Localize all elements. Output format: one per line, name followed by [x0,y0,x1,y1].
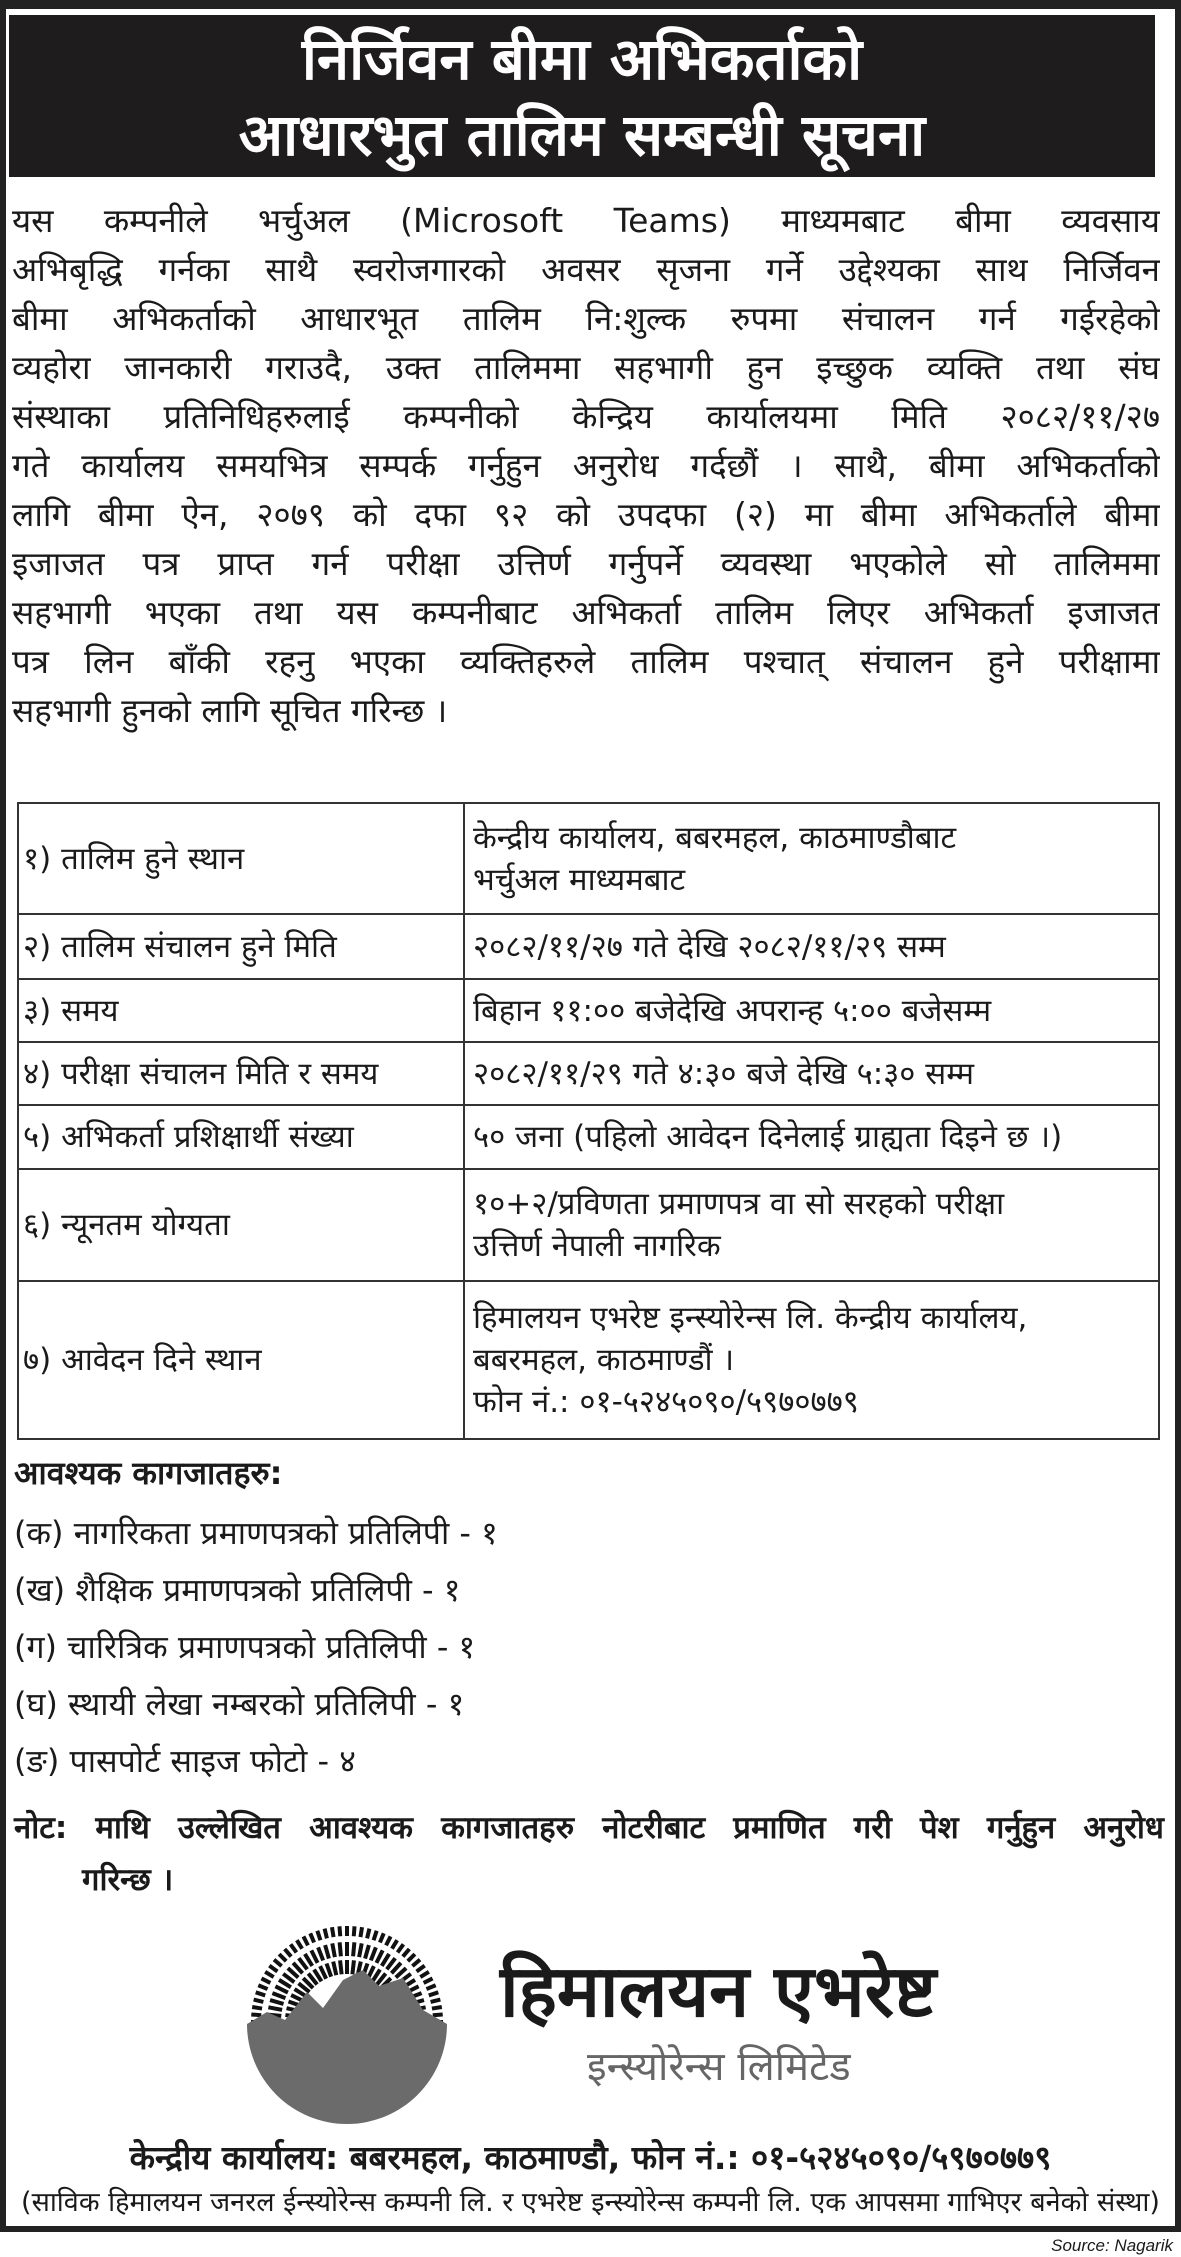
sun-ray [360,1927,362,1937]
required-documents [14,1450,498,1790]
value-line: १०+२/प्रविणता प्रमाणपत्र वा सो सरहको परीक्षा [473,1186,1005,1222]
value-line: भर्चुअल माध्यमबाट [473,861,686,898]
sun-ray [353,1942,354,1956]
sun-ray [256,1992,266,1995]
sun-ray [424,1978,433,1983]
row-value [464,803,1159,914]
sun-ray [367,1929,369,1939]
document-item: (ख) शैक्षिक प्रमाणपत्रको प्रतिलिपी - १ [14,1571,461,1609]
sun-ray [376,1950,382,1963]
sun-ray [254,2000,264,2002]
table-row [18,979,1159,1042]
body-line: अभिबृद्धि गर्नका साथै स्वरोजगारको अवसर सृजना गर्ने उद्देश्यका साथ निर्जिवन [12,250,1160,289]
body-line: व्यहोरा जानकारी गराउदै, उक्त तालिममा सहभागी हुन इच्छुक व्यक्ति तथा संघ [12,348,1160,387]
row-label: २) तालिम संचालन हुने मिति [18,914,464,979]
sun-ray [392,1940,397,1949]
body-line: यस कम्पनीले भर्चुअल (Microsoft Teams) माध्यमबाट बीमा व्यवसाय [12,201,1160,240]
row-label: १) तालिम हुने स्थान [18,803,464,914]
company-logo-icon [245,1920,449,2124]
sun-ray [279,1954,286,1961]
sun-ray [429,1992,439,1995]
title-line-2: आधारभुत तालिम सम्बन्धी सूचना [238,101,926,169]
row-value: बिहान ११:०० बजेदेखि अपरान्ह ५:०० बजेसम्म [464,979,1159,1042]
company-name: हिमालयन एभरेष्ट [500,1949,937,2033]
sun-ray [359,1943,362,1957]
sun-ray [320,1966,326,1979]
sun-ray [261,1978,270,1983]
source-credit: Source: Nagarik [1051,2236,1173,2255]
note-line-2: गरिन्छ । [82,1862,174,1898]
sun-ray [408,1954,415,1961]
sun-ray [269,1966,277,1972]
title-line-1: निर्जिवन बीमा अभिकर्ताको [301,25,863,93]
company-former-note: (साविक हिमालयन जनरल ईन्स्योरेन्स कम्पनी लि. र एभरेष्ट इन्स्योरेन्स कम्पनी लि. एक आपसमा गाभिएर बनेको संस्था) [21,2187,1160,2218]
table-row [18,803,1159,914]
sun-ray [354,1926,355,1936]
table-row [18,1042,1159,1105]
row-value [464,1281,1159,1439]
documents-heading: आवश्यक कागजातहरु: [14,1454,283,1492]
sun-ray [431,2000,441,2002]
table-row [18,1169,1159,1281]
sun-ray [318,1947,323,1960]
sun-ray [311,1950,317,1963]
sun-ray [305,1954,312,1966]
row-value: २०८२/११/२९ गते ४:३० बजे देखि ५:३० सम्म [464,1042,1159,1105]
table-row [18,914,1159,979]
row-value [464,1169,1159,1281]
sun-ray [340,1960,342,1974]
sun-ray [403,1949,409,1957]
body-line: गते कार्यालय समयभित्र सम्पर्क गर्नुहुन अनुरोध गर्दछौं । साथै, बीमा अभिकर्ताको [12,446,1160,485]
sun-ray [332,1943,335,1957]
sun-ray [340,1942,341,1956]
body-line: सहभागी हुनको लागि सूचित गरिन्छ । [12,691,448,730]
document-item: (घ) स्थायी लेखा नम्बरको प्रतिलिपी - १ [14,1685,465,1723]
sun-ray [432,2007,442,2009]
body-line: सहभागी भएका तथा यस कम्पनीबाट अभिकर्ता तालिम लिएर अभिकर्ता इजाजत [12,593,1160,632]
row-label: ४) परीक्षा संचालन मिति र समय [18,1042,464,1105]
sun-ray [382,1954,389,1966]
sun-ray [332,1927,334,1937]
body-line: बीमा अभिकर्ताको आधारभूत तालिम नि:शुल्क रुपमा संचालन गर्न गईरहेको [12,299,1160,338]
note-line-1: नोट: माथि उल्लेखित आवश्यक कागजातहरु नोटरीबाट प्रमाणित गरी पेश गर्नुहुन अनुरोध [14,1810,1164,1846]
company-subname: इन्स्योरेन्स लिमिटेड [587,2044,851,2090]
value-line: बबरमहल, काठमाण्डौं । [473,1342,735,1378]
document-item: (ग) चारित्रिक प्रमाणपत्रको प्रतिलिपी - १ [14,1628,476,1666]
sun-ray [275,1986,288,1992]
sun-ray [317,1931,320,1941]
sun-ray [258,1985,267,1989]
sun-ray [412,1960,420,1966]
row-label: ७) आवेदन दिने स्थान [18,1281,464,1439]
sun-ray [365,1945,369,1958]
sun-ray [426,1985,435,1989]
row-label: ३) समय [18,979,464,1042]
value-line: फोन नं.: ०१-५२४५०९०/५९७०७७९ [473,1384,859,1420]
body-line: संस्थाका प्रतिनिधिहरुलाई कम्पनीको केन्द्रिय कार्यालयमा मिति २०८२/११/२७ [12,397,1160,436]
sun-ray [303,1936,308,1945]
sun-ray [380,1933,384,1942]
body-line: लागि बीमा ऐन, २०७९ को दफा ९२ को उपदफा (२) मा बीमा अभिकर्ताले बीमा [12,495,1160,534]
sun-ray [272,1993,285,1998]
note [14,1802,1164,1906]
value-line: केन्द्रीय कार्यालय, बबरमहल, काठमाण्डौबाट [473,819,957,856]
sun-ray [252,2007,262,2009]
sun-ray [279,1980,291,1987]
sun-ray [297,1940,302,1949]
sun-ray [339,1926,340,1936]
sun-ray [433,2014,443,2015]
sun-ray [417,1966,425,1972]
sun-ray [265,1972,274,1977]
sun-ray [268,2007,282,2010]
row-value: ५० जना (पहिलो आवेदन दिनेलाई ग्राह्यता दिइने छ ।) [464,1105,1159,1169]
sun-ray [371,1947,376,1960]
row-value: २०८२/११/२७ गते देखि २०८२/११/२९ सम्म [464,914,1159,979]
document-item: (क) नागरिकता प्रमाणपत्रको प्रतिलिपी - १ [14,1514,498,1552]
sun-ray [333,1962,336,1976]
sun-ray [291,1944,297,1952]
notice-body [12,196,1160,735]
body-line: पत्र लिन बाँकी रहनु भएका व्यक्तिहरुले तालिम पश्चात् संचालन हुने परीक्षामा [12,642,1160,681]
body-line: इजाजत पत्र प्राप्त गर्न परीक्षा उत्तिर्ण गर्नुपर्ने व्यवस्था भएकोले सो तालिममा [12,544,1160,583]
sun-ray [374,1931,377,1941]
sun-ray [325,1945,329,1958]
value-line: उत्तिर्ण नेपाली नागरिक [473,1228,721,1264]
sun-ray [386,1936,391,1945]
row-label: ६) न्यूनतम योग्यता [18,1169,464,1281]
sun-ray [285,1949,291,1957]
notice-title [9,15,1155,177]
sun-ray [274,1960,282,1966]
value-line: हिमालयन एभरेष्ट इन्स्योरेन्स लि. केन्द्रीय कार्यालय, [473,1300,1028,1336]
document-item: (ङ) पासपोर्ट साइज फोटो - ४ [14,1742,356,1780]
table-row [18,1281,1159,1439]
sun-ray [310,1933,314,1942]
row-label: ५) अभिकर्ता प्रशिक्षार्थी संख्या [18,1105,464,1169]
sun-ray [270,2000,283,2004]
sun-ray [325,1929,327,1939]
sun-ray [352,1960,354,1974]
table-row [18,1105,1159,1169]
training-details-table [17,802,1160,1440]
company-address: केन्द्रीय कार्यालय: बबरमहल, काठमाण्डौ, फोन नं.: ०१-५२४५०९०/५९७०७७९ [129,2138,1052,2177]
sun-ray [398,1944,404,1952]
sun-ray [327,1963,332,1976]
sun-ray [251,2014,261,2015]
sun-ray [420,1972,429,1977]
